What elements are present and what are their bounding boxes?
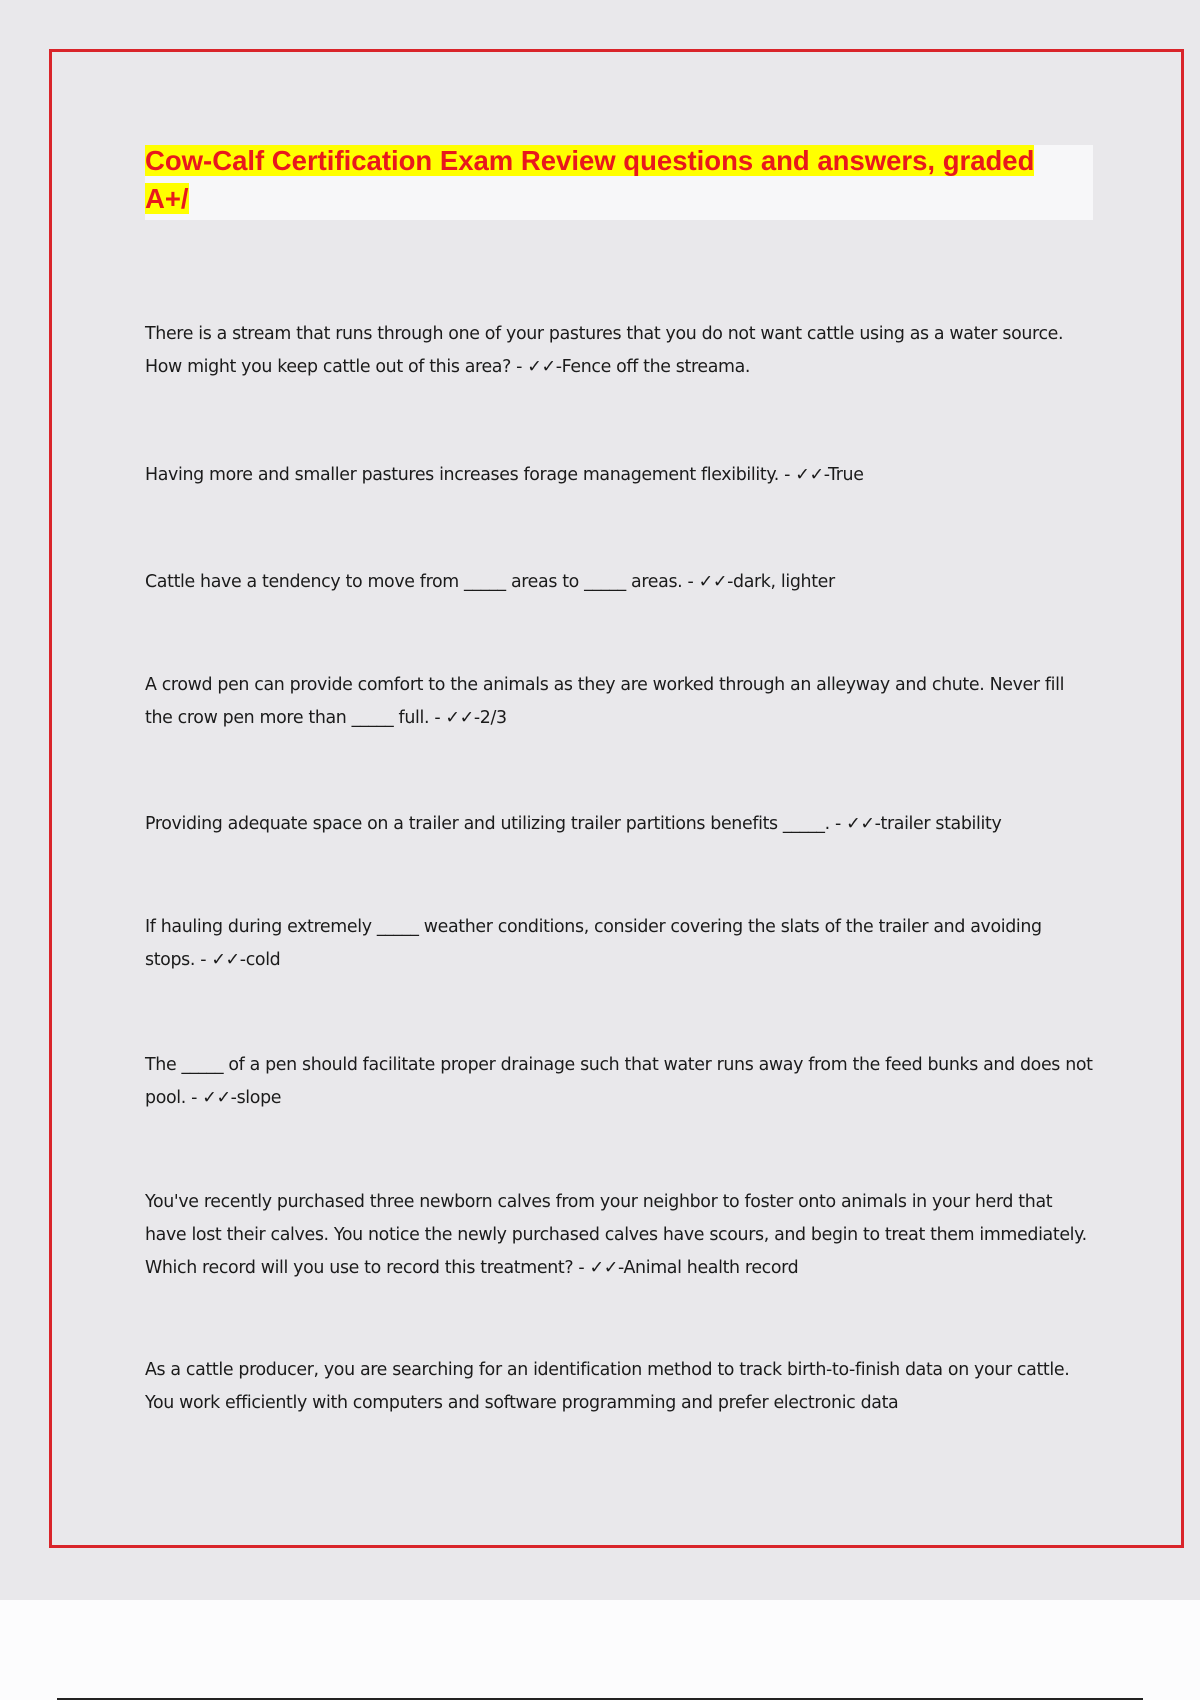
qa-item-8 [145, 1186, 1095, 1285]
document-title [145, 142, 1065, 218]
answer-text: trailer stability [880, 814, 1002, 834]
question-text: The _____ of a pen should facilitate proper drainage such that water runs away from the feed bunks and does not pool. [145, 1055, 1093, 1108]
answer-text: dark, lighter [733, 572, 835, 592]
answer-text: Fence off the streama. [561, 357, 751, 377]
question-text: Cattle have a tendency to move from _____ areas to _____ areas. [145, 572, 683, 592]
answer-check-marks: - ✓✓- [185, 1088, 237, 1108]
qa-item-4 [145, 669, 1095, 735]
answer-check-marks: - ✓✓- [573, 1258, 624, 1278]
question-text: Providing adequate space on a trailer and utilizing trailer partitions benefits _____. [145, 814, 830, 834]
question-text: A crowd pen can provide comfort to the animals as they are worked through an alleyway and chute. Never fill the crow pen more than _____ full. [145, 675, 1065, 728]
next-page-preview [0, 1600, 1200, 1700]
answer-text: True [828, 465, 864, 485]
question-text: As a cattle producer, you are searching for an identification method to track birth-to-finish data on your cattle. You work efficiently with computers and software programming and prefer electronic data [145, 1360, 1070, 1413]
page-border-frame [49, 49, 1184, 1548]
qa-item-3 [145, 566, 1095, 599]
answer-check-marks: - ✓✓- [429, 708, 480, 728]
answer-check-marks: - ✓✓- [682, 572, 733, 592]
qa-item-6 [145, 911, 1095, 977]
document-title-text: Cow-Calf Certification Exam Review questions and answers, graded A+/ [145, 145, 1035, 214]
qa-item-2 [145, 459, 1095, 492]
answer-text: Animal health record [623, 1258, 799, 1278]
qa-item-7 [145, 1049, 1095, 1115]
answer-check-marks: - ✓✓- [778, 465, 829, 485]
question-text: If hauling during extremely _____ weather conditions, consider covering the slats of the trailer and avoiding stops. [145, 917, 1042, 970]
answer-check-marks: - ✓✓- [829, 814, 881, 834]
answer-text: cold [245, 950, 281, 970]
answer-text: 2/3 [479, 708, 507, 728]
answer-text: slope [236, 1088, 282, 1108]
question-text: There is a stream that runs through one of your pastures that you do not want cattle using as a water source. How might you keep cattle out of this area? [145, 324, 1064, 377]
qa-item-5 [145, 808, 1095, 841]
qa-item-1 [145, 318, 1095, 384]
question-text: Having more and smaller pastures increases forage management flexibility. [145, 465, 779, 485]
answer-check-marks: - ✓✓- [195, 950, 246, 970]
answer-check-marks: - ✓✓- [510, 357, 562, 377]
qa-item-9 [145, 1354, 1095, 1420]
question-text: You've recently purchased three newborn calves from your neighbor to foster onto animals in your herd that have lost their calves. You notice the newly purchased calves have scours, and begin to treat them immediately. Which record will you use to record this treatment? [145, 1192, 1087, 1278]
